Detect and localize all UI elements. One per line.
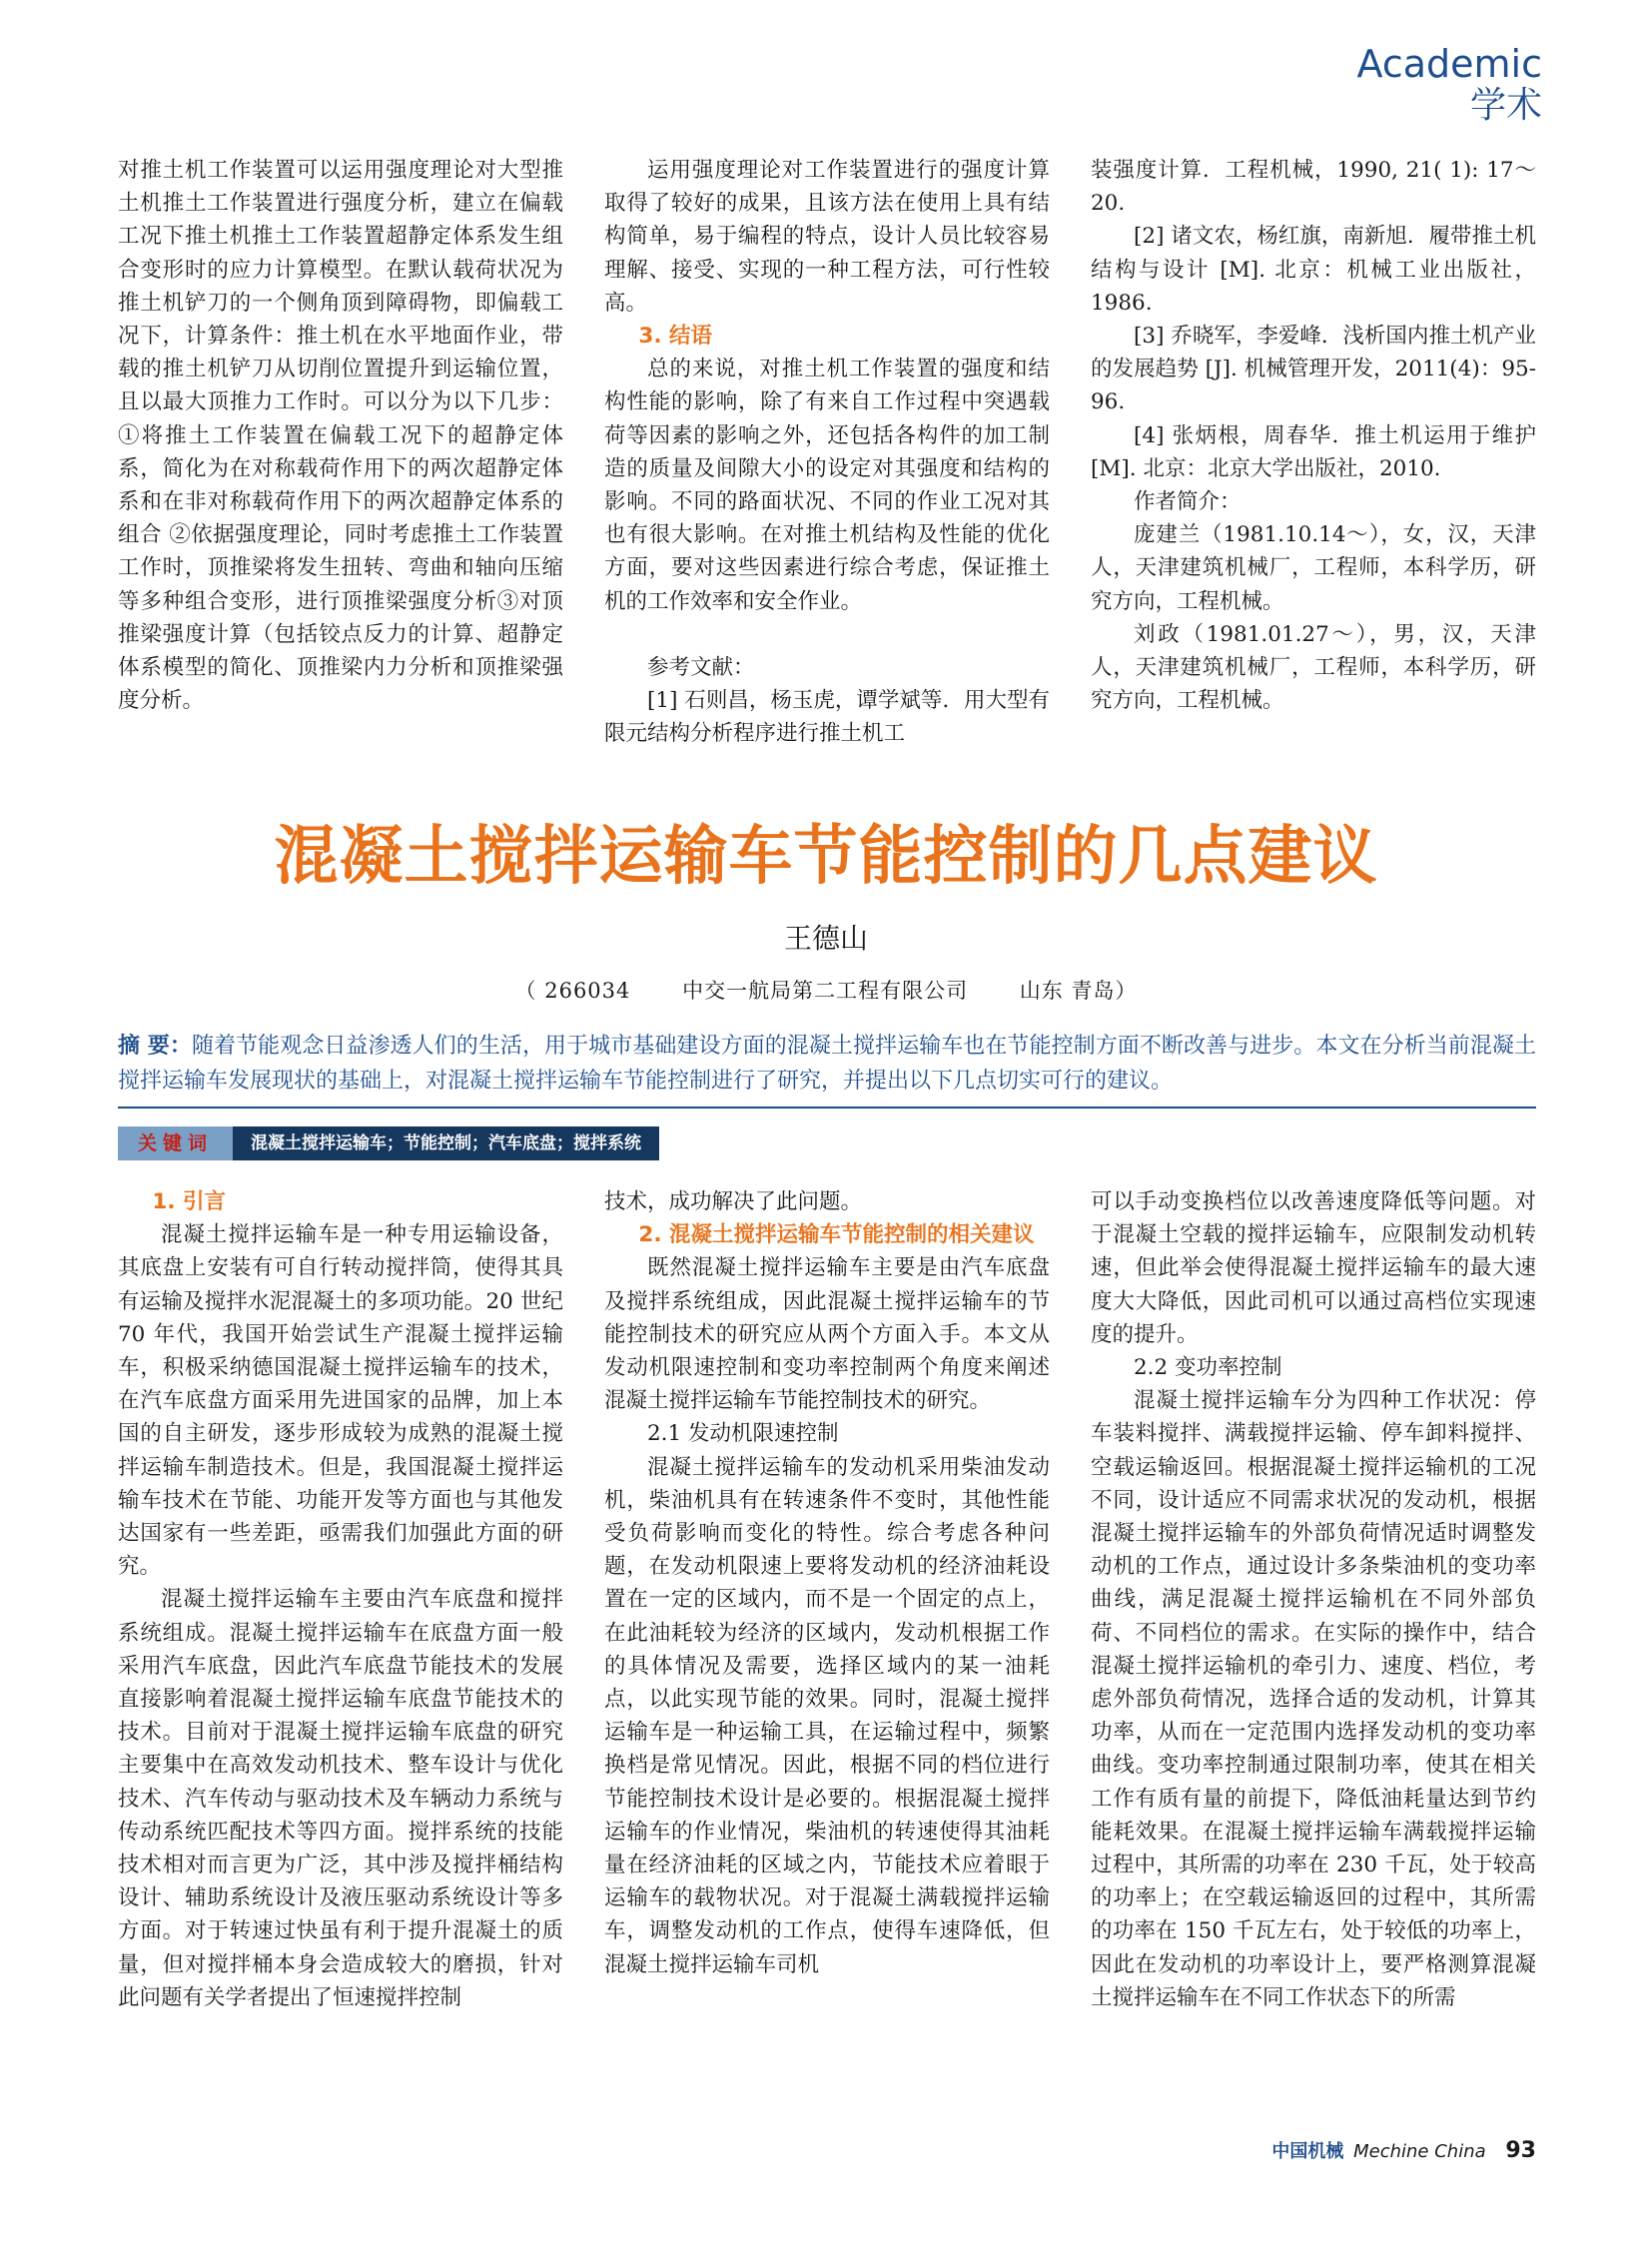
author-bio-1: 庞建兰（1981.10.14～），女，汉，天津人，天津建筑机械厂，工程师，本科学历，研究方向，工程机械。 xyxy=(1091,522,1536,614)
article-column-1 xyxy=(118,1185,563,2014)
section-2-heading: 2. 混凝土搅拌运输车节能控制的相关建议 xyxy=(638,1222,1035,1248)
prev-article-column-3 xyxy=(1091,154,1536,717)
affiliation-postcode: （ 266034 xyxy=(514,979,631,1003)
abstract-label: 摘 要： xyxy=(118,1034,192,1059)
prev-article-text: 对推土机工作装置可以运用强度理论对大型推土机推土工作装置进行强度分析，建立在偏载工况下推土机推土工作装置超静定体系发生组合变形时的应力计算模型。在默认载荷状况为推土机铲刀的一个侧角顶到障碍物，即偏载工况下，计算条件：推土机在水平地面作业，带载的推土机铲刀从切削位置提升到运输位置，且以最大顶推力工作时。可以分为以下几步：①将推土工作装置在偏载工况下的超静定体系，简化为在对称载荷作用下的两次超静定体系和在非对称载荷作用下的两次超静定体系的组合 ②依据强度理论，同时考虑推土工作装置工作时，顶推梁将发生扭转、弯曲和轴向压缩等多种组合变形，进行顶推梁强度分析③对顶推梁强度计算（包括铰点反力的计算、超静定体系模型的简化、顶推梁内力分析和顶推梁强度分析。 xyxy=(118,158,563,714)
reference-1-end: 装强度计算．工程机械，1990, 21( 1): 17～20. xyxy=(1091,158,1536,217)
conclusion-text: 总的来说，对推土机工作装置的强度和结构性能的影响，除了有来自工作过程中突遇载荷等因素的影响之外，还包括各构件的加工制造的质量及间隙大小的设定对其强度和结构的影响。不同的路面状况、不同的作业工况对其也有很大影响。在对推土机结构及性能的优化方面，要对这些因素进行综合考虑，保证推土机的工作效率和安全作业。 xyxy=(604,357,1050,614)
article-column-2 xyxy=(604,1185,1050,1981)
references-heading: 参考文献： xyxy=(647,654,755,680)
section-2-2-heading: 2.2 变功率控制 xyxy=(1134,1355,1282,1381)
page-footer xyxy=(1271,2137,1536,2163)
section-1-paragraph-2: 混凝土搅拌运输车主要由汽车底盘和搅拌系统组成。混凝土搅拌运输车在底盘方面一般采用汽车底盘，因此汽车底盘节能技术的发展直接影响着混凝土搅拌运输车底盘节能技术的技术。目前对于混凝土搅拌运输车底盘的研究主要集中在高效发动机技术、整车设计与优化技术、汽车传动与驱动技术及车辆动力系统与传动系统匹配技术等四方面。搅拌系统的技能技术相对而言更为广泛，其中涉及搅拌桶结构设计、辅助系统设计及液压驱动系统设计等多方面。对于转速过快虽有利于提升混凝土的质量，但对搅拌桶本身会造成较大的磨损，针对此问题有关学者提出了恒速搅拌控制 xyxy=(118,1587,563,2010)
author-bio-2: 刘政（1981.01.27～），男，汉，天津人，天津建筑机械厂，工程师，本科学历，研究方向，工程机械。 xyxy=(1091,621,1536,714)
section-header xyxy=(1357,44,1542,125)
section-1-heading: 1. 引言 xyxy=(152,1189,227,1214)
author-bio-heading: 作者简介： xyxy=(1134,489,1241,515)
section-1-paragraph-1: 混凝土搅拌运输车是一种专用运输设备，其底盘上安装有可自行转动搅拌筒，使得其具有运输及搅拌水泥混凝土的多项功能。20 世纪 70 年代，我国开始尝试生产混凝土搅拌运输车，积极采纳德国混凝土搅拌运输车的技术，在汽车底盘方面采用先进国家的品牌，加上本国的自主研发，逐步形成较为成熟的混凝土搅拌运输车制造技术。但是，我国混凝土搅拌运输车技术在节能、功能开发等方面也与其他发达国家有一些差距，亟需我们加强此方面的研究。 xyxy=(118,1222,563,1580)
prev-article-column-1 xyxy=(118,154,563,717)
section-2-1-paragraph: 混凝土搅拌运输车的发动机采用柴油发动机，柴油机具有在转速条件不变时，其他性能受负荷影响而变化的特性。综合考虑各种问题，在发动机限速上要将发动机的经济油耗设置在一定的区域内，而不是一个固定的点上，在此油耗较为经济的区域内，发动机根据工作的具体情况及需要，选择区域内的某一油耗点，以此实现节能的效果。同时，混凝土搅拌运输车是一种运输工具，在运输过程中，频繁换档是常见情况。因此，根据不同的档位进行节能控制技术设计是必要的。根据混凝土搅拌运输车的作业情况，柴油机的转速使得其油耗量在经济油耗的区域之内，节能技术应着眼于运输车的载物状况。对于混凝土满载搅拌运输车，调整发动机的工作点，使得车速降低，但混凝土搅拌运输车司机 xyxy=(604,1454,1050,1977)
affiliation-place: 山东 青岛） xyxy=(1019,979,1138,1003)
affiliation-organization: 中交一航局第二工程有限公司 xyxy=(682,979,969,1003)
section-2-1-continuation: 可以手动变换档位以改善速度降低等问题。对于混凝土空载的搅拌运输车，应限制发动机转速，但此举会使得混凝土搅拌运输车的最大速度大大降低，因此司机可以通过高档位实现速度的提升。 xyxy=(1091,1189,1536,1347)
reference-2: [2] 诸文农，杨红旗，南新旭．履带推土机结构与设计 [M]. 北京：机械工业出版社，1986. xyxy=(1091,224,1536,316)
reference-1-start: [1] 石则昌，杨玉虎，谭学斌等．用大型有限元结构分析程序进行推土机工 xyxy=(604,688,1050,747)
reference-4: [4] 张炳根，周春华．推土机运用于维护 [M]. 北京：北京大学出版社，2010. xyxy=(1091,422,1536,481)
abstract xyxy=(118,1029,1536,1099)
conclusion-heading: 3. 结语 xyxy=(638,324,713,350)
keywords-label: 关键词 xyxy=(118,1126,233,1160)
section-2-1-heading: 2.1 发动机限速控制 xyxy=(647,1421,839,1447)
article-column-3 xyxy=(1091,1185,1536,2014)
abstract-divider xyxy=(118,1107,1536,1109)
journal-name-zh: 中国机械 xyxy=(1271,2141,1344,2162)
reference-3: [3] 乔晓军，李爱峰．浅析国内推土机产业的发展趋势 [J]. 机械管理开发，2011(4)：95-96. xyxy=(1091,324,1536,415)
article-affiliation xyxy=(0,975,1652,1005)
section-2-2-paragraph: 混凝土搅拌运输车分为四种工作状况：停车装料搅拌、满载搅拌运输、停车卸料搅拌、空载运输返回。根据混凝土搅拌运输机的工况不同，设计适应不同需求状况的发动机，根据混凝土搅拌运输车的外部负荷情况适时调整发动机的工作点，通过设计多条柴油机的变功率曲线，满足混凝土搅拌运输机在不同外部负荷、不同档位的需求。在实际的操作中，结合混凝土搅拌运输机的牵引力、速度、档位，考虑外部负荷情况，选择合适的发动机，计算其功率，从而在一定范围内选择发动机的变功率曲线。变功率控制通过限制功率，使其在相关工作有质有量的前提下，降低油耗量达到节约能耗效果。在混凝土搅拌运输车满载搅拌运输过程中，其所需的功率在 230 千瓦，处于较高的功率上；在空载运输返回的过程中，其所需的功率在 150 千瓦左右，处于较低的功率上，因此在发动机的功率设计上，要严格测算混凝土搅拌运输车在不同工作状态下的所需 xyxy=(1091,1388,1536,2010)
page-number: 93 xyxy=(1505,2138,1536,2163)
section-2-paragraph-1: 既然混凝土搅拌运输车主要是由汽车底盘及搅拌系统组成，因此混凝土搅拌运输车的节能控制技术的研究应从两个方面入手。本文从发动机限速控制和变功率控制两个角度来阐述混凝土搅拌运输车节能控制技术的研究。 xyxy=(604,1255,1050,1414)
section-1-continuation: 技术，成功解决了此问题。 xyxy=(604,1189,863,1214)
keywords-list: 混凝土搅拌运输车；节能控制；汽车底盘；搅拌系统 xyxy=(233,1126,659,1160)
prev-article-paragraph: 运用强度理论对工作装置进行的强度计算取得了较好的成果，且该方法在使用上具有结构简单，易于编程的特点，设计人员比较容易理解、接受、实现的一种工程方法，可行性较高。 xyxy=(604,158,1050,316)
keywords-bar xyxy=(118,1126,659,1160)
section-header-zh: 学术 xyxy=(1469,84,1542,126)
section-header-en: Academic xyxy=(1356,42,1542,86)
abstract-text: 随着节能观念日益渗透人们的生活，用于城市基础建设方面的混凝土搅拌运输车也在节能控制方面不断改善与进步。本文在分析当前混凝土搅拌运输车发展现状的基础上，对混凝土搅拌运输车节能控制进行了研究，并提出以下几点切实可行的建议。 xyxy=(118,1034,1536,1094)
article-author: 王德山 xyxy=(783,922,868,955)
article-title: 混凝土搅拌运输车节能控制的几点建议 xyxy=(274,820,1378,894)
prev-article-column-2 xyxy=(604,154,1050,750)
journal-name-en: Mechine China xyxy=(1353,2141,1486,2162)
